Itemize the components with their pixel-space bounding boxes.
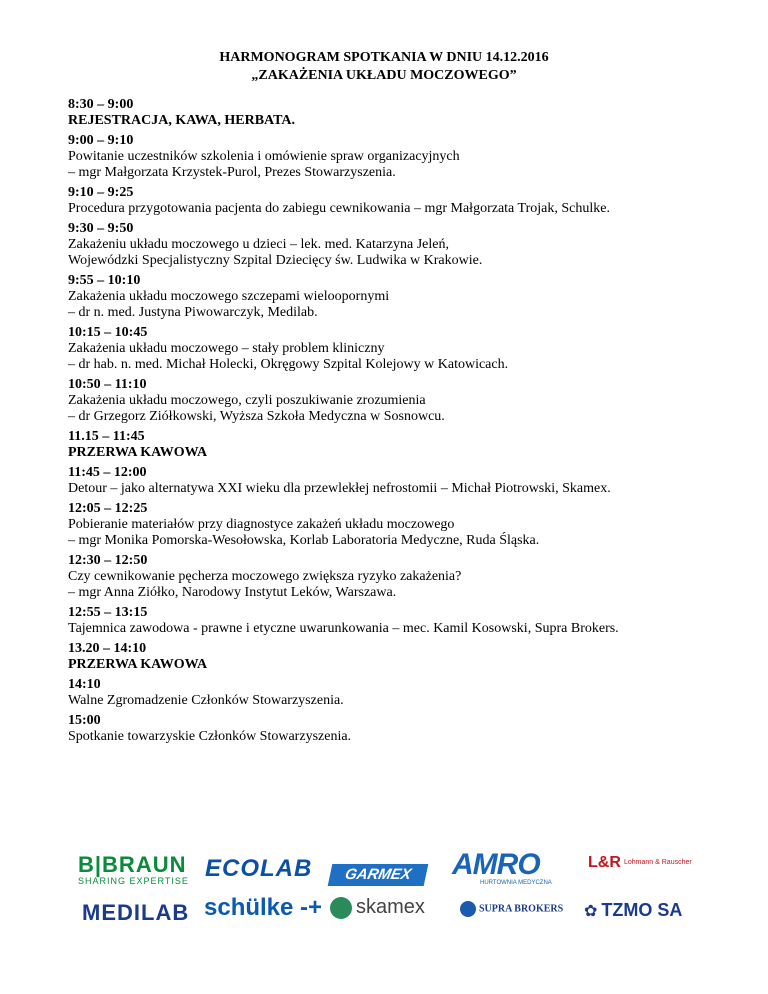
schedule-time: 14:10	[68, 677, 101, 692]
schedule-item	[68, 465, 708, 497]
supra-logo-name: SUPRA BROKERS	[479, 903, 564, 915]
medilab-logo: MEDILAB	[82, 900, 190, 925]
sponsor-logos	[0, 840, 768, 940]
garmex-logo-name: GARMEX	[328, 864, 429, 886]
schedule-time: 10:15 – 10:45	[68, 325, 148, 340]
bbraun-logo-tagline: SHARING EXPERTISE	[78, 876, 189, 886]
supra-icon	[460, 901, 476, 917]
schedule-item	[68, 677, 708, 709]
schedule-time: 11:45 – 12:00	[68, 465, 147, 480]
ecolab-logo: ECOLAB	[205, 855, 313, 882]
tzmo-logo	[584, 900, 682, 921]
schedule-time: 8:30 – 9:00	[68, 97, 134, 112]
schedule-description: Powitanie uczestników szkolenia i omówienie spraw organizacyjnych	[68, 149, 460, 164]
schedule-item	[68, 133, 708, 181]
schedule-description: Detour – jako alternatywa XXI wieku dla przewlekłej nefrostomii – Michał Piotrowski, Skamex.	[68, 481, 611, 496]
schedule-item	[68, 713, 708, 745]
skamex-icon	[330, 897, 352, 919]
schedule-description: – mgr Małgorzata Krzystek-Purol, Prezes Stowarzyszenia.	[68, 165, 396, 180]
schedule-item	[68, 97, 708, 129]
schedule-time: 12:30 – 12:50	[68, 553, 148, 568]
schedule-description: Pobieranie materiałów przy diagnostyce zakażeń układu moczowego	[68, 517, 455, 532]
schedule-description: Wojewódzki Specjalistyczny Szpital Dziecięcy św. Ludwika w Krakowie.	[68, 253, 483, 268]
amro-logo-name: AMRO	[452, 848, 540, 881]
schedule-list	[68, 97, 708, 749]
schedule-item	[68, 185, 708, 217]
amro-logo-tagline: HURTOWNIA MEDYCZNA	[480, 880, 552, 886]
lohmann-logo-mark: L&R	[588, 854, 621, 871]
schedule-time: 9:00 – 9:10	[68, 133, 134, 148]
schedule-item	[68, 641, 708, 673]
schedule-item	[68, 377, 708, 425]
schedule-description: Walne Zgromadzenie Członków Stowarzyszenia.	[68, 693, 344, 708]
schedule-description: – mgr Monika Pomorska-Wesołowska, Korlab Laboratoria Medyczne, Ruda Śląska.	[68, 533, 540, 548]
garmex-logo	[330, 850, 440, 886]
schedule-description: PRZERWA KAWOWA	[68, 445, 208, 460]
schedule-description: Procedura przygotowania pacjenta do zabiegu cewnikowania – mgr Małgorzata Trojak, Schulke.	[68, 201, 610, 216]
schedule-description: – mgr Anna Ziółko, Narodowy Instytut Leków, Warszawa.	[68, 585, 397, 600]
lohmann-rauscher-logo	[588, 854, 698, 872]
schulke-logo: schülke -+	[204, 894, 323, 921]
schedule-time: 9:10 – 9:25	[68, 185, 134, 200]
schedule-description: – dr Grzegorz Ziółkowski, Wyższa Szkoła Medyczna w Sosnowcu.	[68, 409, 445, 424]
schedule-item	[68, 325, 708, 373]
schedule-description: Spotkanie towarzyskie Członków Stowarzyszenia.	[68, 729, 352, 744]
schedule-description: Zakażenia układu moczowego, czyli poszukiwanie zrozumienia	[68, 393, 426, 408]
schedule-description: – dr n. med. Justyna Piwowarczyk, Medilab.	[68, 305, 318, 320]
schedule-time: 9:30 – 9:50	[68, 221, 134, 236]
schedule-description: Tajemnica zawodowa - prawne i etyczne uwarunkowania – mec. Kamil Kosowski, Supra Brokers.	[68, 621, 619, 636]
skamex-logo	[330, 896, 446, 919]
schedule-item	[68, 273, 708, 321]
bbraun-logo	[78, 852, 190, 886]
schedule-item	[68, 501, 708, 549]
schedule-time: 9:55 – 10:10	[68, 273, 141, 288]
supra-brokers-logo	[460, 900, 580, 918]
schedule-description: PRZERWA KAWOWA	[68, 657, 208, 672]
schedule-item	[68, 221, 708, 269]
page-title: HARMONOGRAM SPOTKANIA W DNIU 14.12.2016	[219, 50, 549, 65]
schedule-time: 12:05 – 12:25	[68, 501, 148, 516]
schedule-description: Zakażenia układu moczowego szczepami wieloopornymi	[68, 289, 390, 304]
skamex-logo-name: skamex	[356, 896, 425, 918]
lohmann-logo-name: Lohmann & Rauscher	[624, 859, 692, 866]
schedule-item	[68, 605, 708, 637]
schedule-time: 12:55 – 13:15	[68, 605, 148, 620]
schedule-description: Zakażenia układu moczowego – stały problem kliniczny	[68, 341, 385, 356]
tzmo-icon: ✿	[584, 903, 598, 920]
schedule-item	[68, 553, 708, 601]
schedule-description: Czy cewnikowanie pęcherza moczowego zwiększa ryzyko zakażenia?	[68, 569, 462, 584]
schedule-time: 15:00	[68, 713, 101, 728]
schedule-description: REJESTRACJA, KAWA, HERBATA.	[68, 113, 296, 128]
schedule-time: 11.15 – 11:45	[68, 429, 145, 444]
page-subtitle: „ZAKAŻENIA UKŁADU MOCZOWEGO”	[251, 68, 517, 83]
tzmo-logo-name: TZMO SA	[601, 900, 683, 920]
amro-logo	[452, 848, 572, 888]
schedule-time: 13.20 – 14:10	[68, 641, 147, 656]
schedule-time: 10:50 – 11:10	[68, 377, 147, 392]
bbraun-logo-name: B|BRAUN	[78, 852, 187, 877]
schedule-item	[68, 429, 708, 461]
schedule-description: Zakażeniu układu moczowego u dzieci – lek. med. Katarzyna Jeleń,	[68, 237, 449, 252]
schedule-description: – dr hab. n. med. Michał Holecki, Okręgowy Szpital Kolejowy w Katowicach.	[68, 357, 509, 372]
